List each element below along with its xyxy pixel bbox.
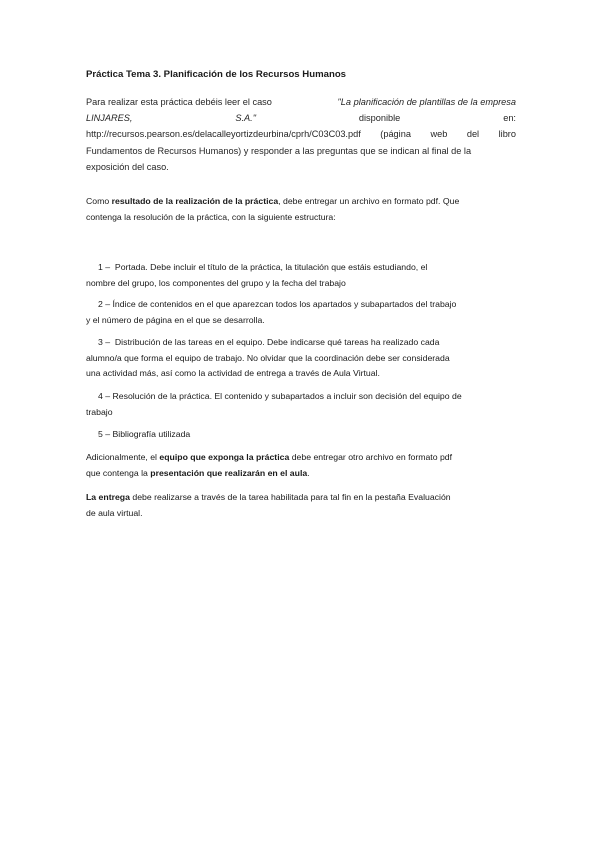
text-line: de aula virtual. <box>86 507 143 518</box>
text: Como <box>86 196 110 206</box>
list-item <box>86 335 516 382</box>
intro-paragraph <box>86 94 516 175</box>
text-line: contenga la resolución de la práctica, con la siguiente estructura: <box>86 211 336 222</box>
intro-word: (página <box>380 129 411 140</box>
intro-line: Fundamentos de Recursos Humanos) y responder a las preguntas que se indican al final de la <box>86 145 472 156</box>
intro-word: disponible <box>358 113 401 124</box>
item-number: 4 – <box>98 391 111 401</box>
case-title-cont: LINJARES, <box>86 113 133 124</box>
text: . <box>307 467 310 478</box>
item-number: 5 – <box>98 429 111 439</box>
item-text: nombre del grupo, los componentes del grupo y la fecha del trabajo <box>86 277 346 288</box>
text: que contenga la <box>86 467 148 478</box>
emphasis: resultado de la realización de la práctica <box>111 196 279 206</box>
item-text: alumno/a que forma el equipo de trabajo. No olvidar que la coordinación debe ser considerada <box>86 352 450 363</box>
item-text: Distribución de las tareas en el equipo. Debe indicarse qué tareas ha realizado cada <box>114 337 440 347</box>
item-number: 1 – <box>98 262 111 272</box>
intro-word: libro <box>498 129 516 140</box>
case-title-end: S.A." <box>235 113 256 124</box>
item-text: Portada. Debe incluir el título de la práctica, la titulación que estáis estudiando, el <box>114 262 428 272</box>
intro-word: del <box>466 129 480 140</box>
additional-paragraph <box>86 450 516 481</box>
case-title: "La planificación de plantillas de la empresa <box>337 97 516 107</box>
text: debe realizarse a través de la tarea habilitada para tal fin en la pestaña Evaluación <box>132 492 451 502</box>
intro-text: Para realizar esta práctica debéis leer el caso <box>86 97 272 107</box>
item-text: Resolución de la práctica. El contenido y subapartados a incluir son decisión del equipo de <box>112 391 462 401</box>
text: Adicionalmente, el <box>86 452 157 462</box>
item-text: Bibliografía utilizada <box>112 429 191 439</box>
list-item <box>86 427 516 443</box>
intro-line: exposición del caso. <box>86 161 169 172</box>
emphasis: equipo que exponga la práctica <box>159 452 290 462</box>
intro-word: web <box>430 129 448 140</box>
emphasis: La entrega <box>86 492 130 502</box>
intro-word: en: <box>503 113 516 124</box>
text: , debe entregar un archivo en formato pdf. Que <box>278 196 460 206</box>
result-paragraph <box>86 194 516 225</box>
item-text: trabajo <box>86 406 113 417</box>
page-title: Práctica Tema 3. Planificación de los Recursos Humanos <box>86 69 347 80</box>
item-number: 3 – <box>98 337 111 347</box>
emphasis: presentación que realizarán en el aula <box>150 467 308 478</box>
item-text: y el número de página en el que se desarrolla. <box>86 314 265 325</box>
text: debe entregar otro archivo en formato pdf <box>291 452 453 462</box>
item-text: Índice de contenidos en el que aparezcan todos los apartados y subapartados del trabajo <box>112 299 457 309</box>
list-item <box>86 260 516 291</box>
list-item <box>86 297 516 328</box>
list-item <box>86 389 516 420</box>
item-number: 2 – <box>98 299 111 309</box>
delivery-paragraph <box>86 490 516 521</box>
case-link[interactable]: http://recursos.pearson.es/delacalleyortizdeurbina/cprh/C03C03.pdf <box>86 129 361 140</box>
item-text: una actividad más, así como la actividad de entrega a través de Aula Virtual. <box>86 368 380 379</box>
